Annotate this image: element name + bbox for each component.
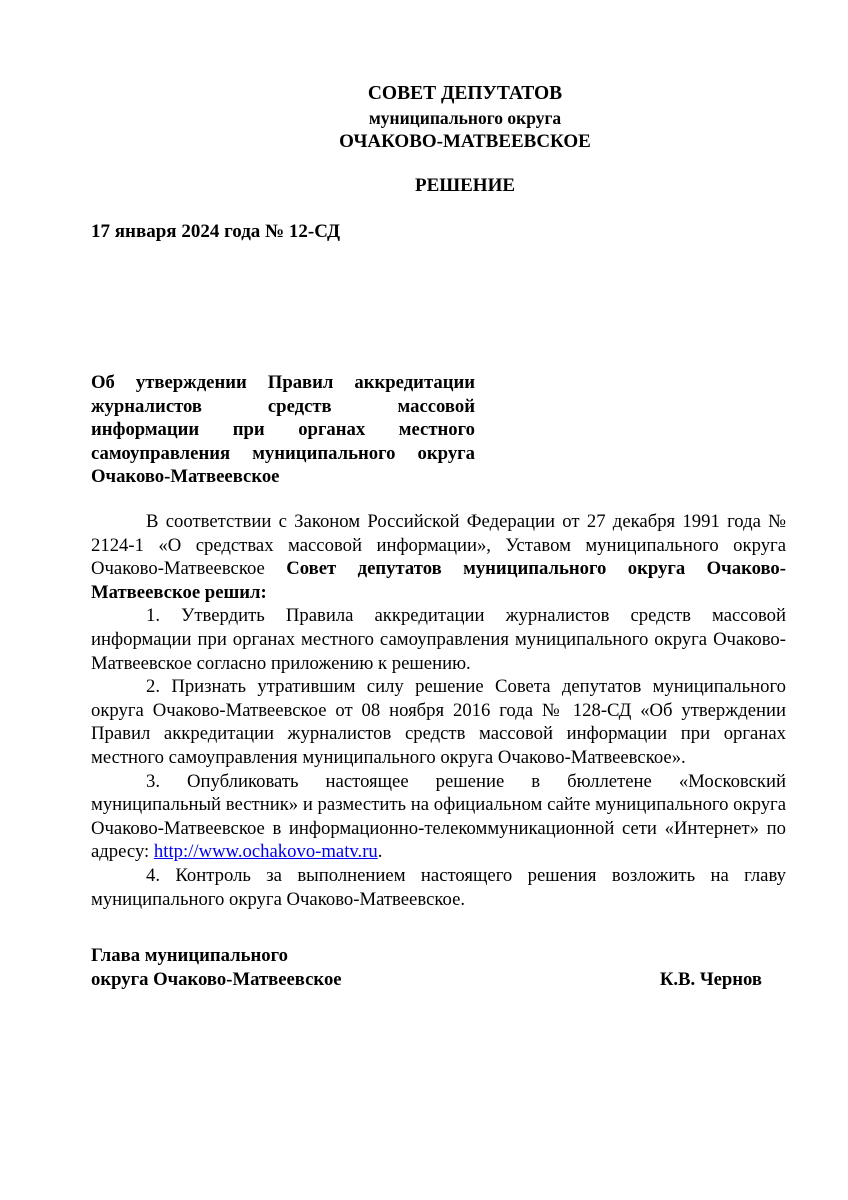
- document-type: РЕШЕНИЕ: [414, 175, 516, 196]
- preamble-paragraph: [91, 510, 786, 604]
- item-2: 2. Признать утратившим силу решение Совета депутатов муниципального округа Очаково-Матвеевское от 08 ноября 2016 года № 128-СД «Об утверждении Правил аккредитации журналистов средств массовой информации при органах местного самоуправления муниципального округа Очаково-Матвеевское».: [91, 676, 786, 768]
- item-4: 4. Контроль за выполнением настоящего решения возложить на главу муниципального округа Очаково-Матвеевское.: [91, 864, 786, 910]
- signatory-name: К.В. Чернов: [659, 969, 762, 990]
- signature-row: [91, 968, 771, 992]
- item-3-text: 3. Опубликовать настоящее решение в бюллетене «Московский муниципальный вестник» и разместить на официальном сайте муниципального округа Очаково-Матвеевское в информационно-телекоммуникационной сети «Интернет» по адресу:: [91, 770, 786, 863]
- document-body: [91, 510, 786, 911]
- website-link[interactable]: http://www.ochakovo-matv.ru: [153, 841, 378, 863]
- subject-line: журналистов средств массовой: [91, 395, 475, 417]
- preamble-decision: Совет депутатов муниципального округа Очаково-Матвеевское решил:: [91, 558, 786, 603]
- signatory-title-line2: округа Очаково-Матвеевское: [91, 969, 342, 990]
- preamble-text: В соответствии с Законом Российской Федерации от 27 декабря 1991 года № 2124-1 «О средствах массовой информации», Уставом муниципального округа Очаково-Матвеевское: [91, 511, 786, 580]
- subject-line: самоуправления муниципального округа: [91, 442, 475, 464]
- district-name: ОЧАКОВО-МАТВЕЕВСКОЕ: [339, 131, 591, 152]
- district-type: муниципального округа: [368, 108, 562, 128]
- date-and-number: 17 января 2024 года № 12-СД: [91, 221, 341, 242]
- item-1: 1. Утвердить Правила аккредитации журналистов средств массовой информации при органах местного самоуправления муниципального округа Очаково-Матвеевское согласно приложению к решению.: [91, 605, 786, 674]
- subject-line: Об утверждении Правил аккредитации: [91, 372, 475, 393]
- signature-block: [91, 944, 771, 992]
- council-title: СОВЕТ ДЕПУТАТОВ: [367, 83, 563, 104]
- document-header: [200, 82, 730, 154]
- document-subject: [91, 371, 475, 489]
- item-3-end: .: [377, 841, 383, 863]
- subject-line: информации при органах местного: [91, 419, 475, 440]
- item-3: [91, 770, 786, 864]
- subject-line: Очаково-Матвеевское: [91, 466, 280, 487]
- signatory-title-line1: Глава муниципального: [91, 945, 288, 966]
